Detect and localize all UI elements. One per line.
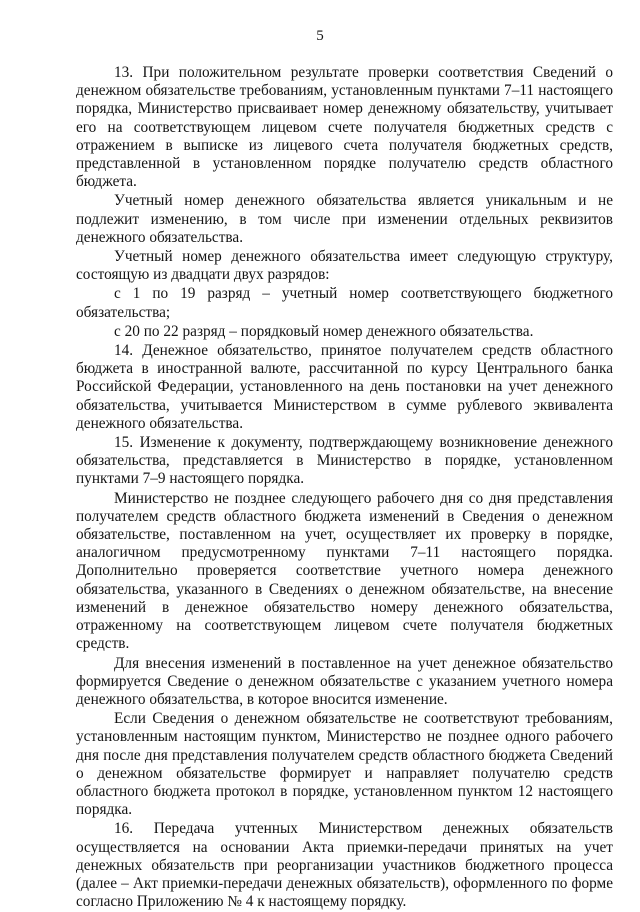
paragraph-structure: Учетный номер денежного обязательства имеет следующую структуру, состоящую из двадцати двух разрядов: [76, 248, 613, 284]
paragraph-15: 15. Изменение к документу, подтверждающему возникновение денежного обязательства, представляется в Министерство в порядке, установленном пунктами 7–9 настоящего порядка. [76, 434, 613, 488]
paragraph-digits-20-22: с 20 по 22 разряд – порядковый номер денежного обязательства. [114, 322, 534, 340]
paragraph-unique-number: Учетный номер денежного обязательства является уникальным и не подлежит изменению, в том числе при изменении отдельных реквизитов денежного обязательства. [76, 192, 613, 246]
paragraph-protocol: Если Сведения о денежном обязательстве не соответствуют требованиям, установленным настоящим пунктом, Министерство не позднее одного рабочего дня после дня представления получателем средств областного бюджета Сведений о денежном обязательстве формирует и направляет получателю средств областного бюджета протокол в порядке, установленном пунктом 12 настоящего порядка. [76, 710, 613, 819]
paragraph-14: 14. Денежное обязательство, принятое получателем средств областного бюджета в иностранной валюте, рассчитанной по курсу Центрального банка Российской Федерации, установленного на день постановки на учет денежного обязательства, учитывается Министерством в сумме рублевого эквивалента денежного обязательства. [76, 342, 613, 432]
page-number: 5 [316, 28, 324, 44]
paragraph-digits-1-19: с 1 по 19 разряд – учетный номер соответствующего бюджетного обязательства; [76, 285, 613, 321]
paragraph-check-changes: Министерство не позднее следующего рабочего дня со дня представления получателем средств областного бюджета изменений в Сведения о денежном обязательстве, поставленном на учет, осуществляет их проверку в порядке, аналогичном предусмотренному пунктами 7–11 настоящего порядка. Дополнительно проверяется соответствие учетного номера денежного обязательства, указанного в Сведениях о денежном обязательстве, на внесение изменений в денежное обязательство номеру денежного обязательства, отраженному на соответствующем лицевом счете получателя бюджетных средств. [76, 489, 613, 653]
paragraph-16: 16. Передача учтенных Министерством денежных обязательств осуществляется на основании Акта приемки-передачи принятых на учет денежных обязательств при реорганизации участников бюджетного процесса (далее – Акт приемки-передачи денежных обязательств), оформленного по форме согласно Приложению № 4 к настоящему порядку. [76, 820, 613, 911]
document-body [76, 64, 613, 912]
paragraph-changes-form: Для внесения изменений в поставленное на учет денежное обязательство формируется Сведение о денежном обязательстве с указанием учетного номера денежного обязательства, в которое вносится изменение. [76, 654, 613, 708]
paragraph-13: 13. При положительном результате проверки соответствия Сведений о денежном обязательстве требованиям, установленным пунктами 7–11 настоящего порядка, Министерство присваивает номер денежному обязательству, учитывает его на соответствующем лицевом счете получателя бюджетных средств с отражением в выписке из лицевого счета получателя бюджетных средств, представленной в установленном порядке получателю средств областного бюджета. [76, 64, 613, 191]
